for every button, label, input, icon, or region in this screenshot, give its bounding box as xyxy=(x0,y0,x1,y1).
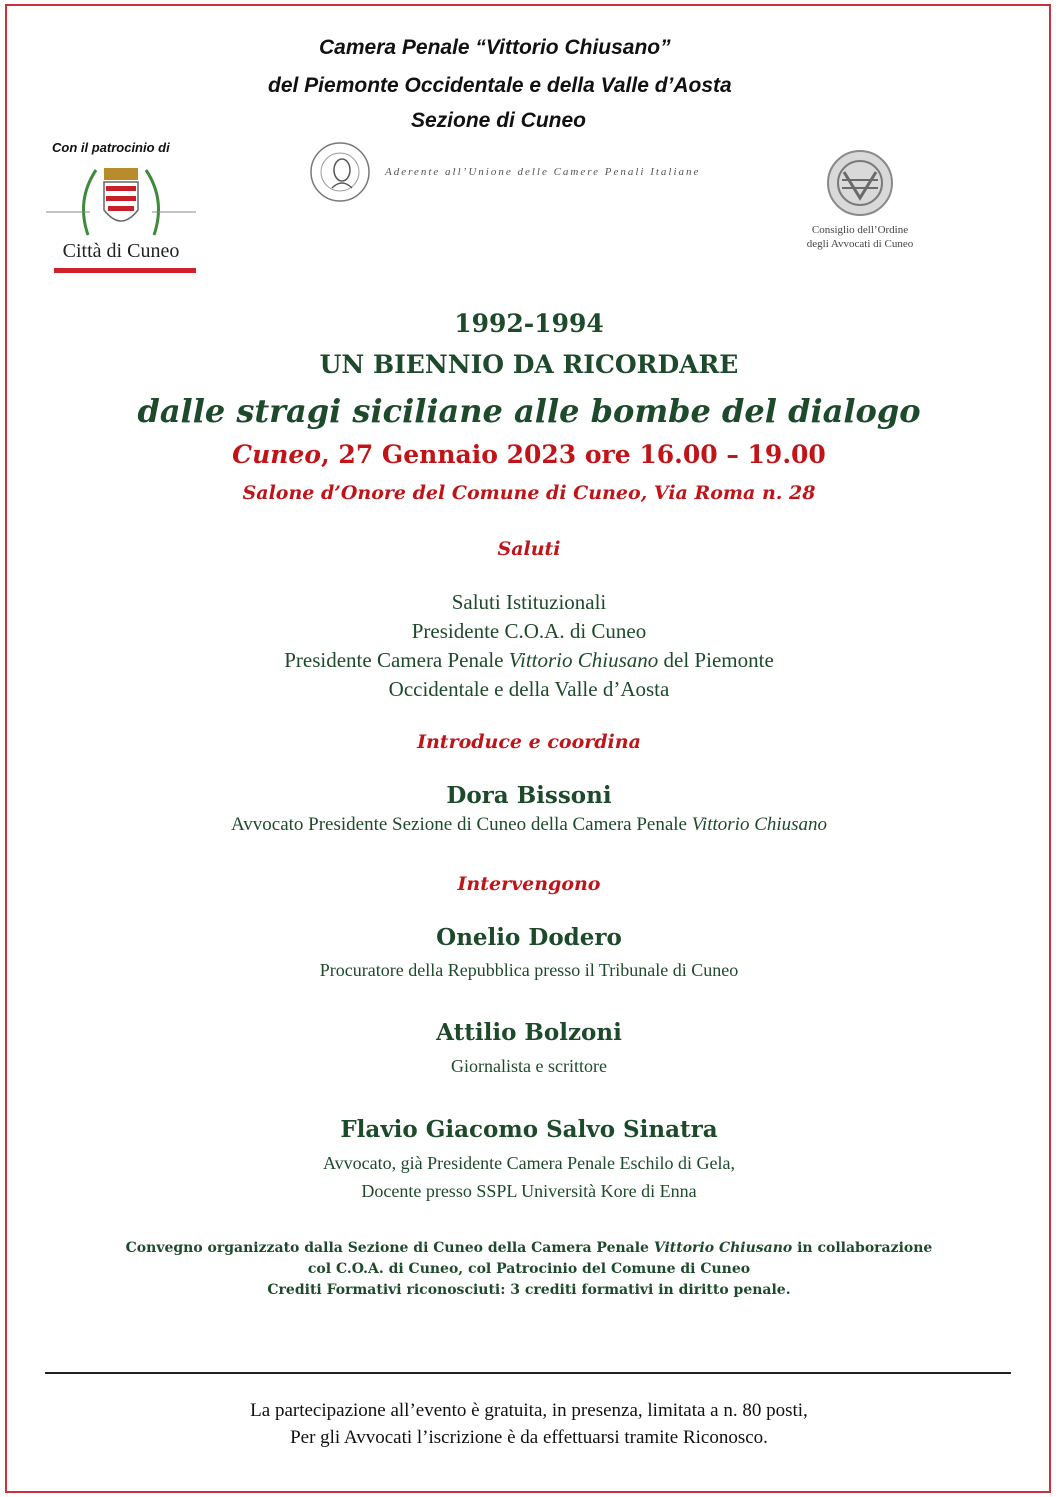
event-date-time xyxy=(0,440,1058,469)
saluti-line-3 xyxy=(0,648,1058,673)
camera-penale-seal xyxy=(300,140,380,205)
speaker-2-role: Giornalista e scrittore xyxy=(451,1056,607,1076)
coa-line-2: degli Avvocati di Cuneo xyxy=(806,238,914,250)
saluti-line-4: Occidentale e della Valle d’Aosta xyxy=(388,677,670,701)
saluti-line-2: Presidente C.O.A. di Cuneo xyxy=(411,619,647,643)
cuneo-logo-label: Città di Cuneo xyxy=(62,240,180,262)
patrocinio-label: Con il patrocinio di xyxy=(52,140,170,155)
speaker-3-name: Flavio Giacomo Salvo Sinatra xyxy=(340,1116,718,1143)
event-title: UN BIENNIO DA RICORDARE xyxy=(319,350,739,379)
speaker-3-role-2: Docente presso SSPL Università Kore di Enna xyxy=(361,1181,697,1201)
saluti-line-3-ital: Vittorio Chiusano xyxy=(508,648,659,672)
header-line-2: del Piemonte Occidentale e della Valle d’Aosta xyxy=(268,74,732,97)
footer-line-1 xyxy=(0,1240,1058,1256)
introduce-role-pre: Avvocato Presidente Sezione di Cuneo della Camera Penale xyxy=(230,814,692,835)
seal-icon xyxy=(300,140,380,205)
saluti-line-3-pre: Presidente Camera Penale xyxy=(284,648,509,672)
saluti-line-3-post: del Piemonte xyxy=(658,648,774,672)
coa-emblem-icon xyxy=(820,148,900,218)
introduce-name: Dora Bissoni xyxy=(446,782,612,809)
saluti-heading: Saluti xyxy=(497,538,561,560)
note-line-1: La partecipazione all’evento è gratuita, in presenza, limitata a n. 80 posti, xyxy=(250,1400,808,1421)
introduce-role-ital: Vittorio Chiusano xyxy=(691,814,828,835)
event-city: Cuneo xyxy=(232,440,322,469)
header-line-3: Sezione di Cuneo xyxy=(411,109,587,132)
introduce-heading: Introduce e coordina xyxy=(417,731,641,753)
coa-emblem xyxy=(820,148,900,218)
speaker-2-name: Attilio Bolzoni xyxy=(436,1019,622,1046)
event-location: Salone d’Onore del Comune di Cuneo, Via Roma n. 28 xyxy=(242,482,816,504)
speaker-1-name: Onelio Dodero xyxy=(436,924,622,951)
coa-line-1: Consiglio dell’Ordine xyxy=(811,224,909,236)
event-date: , 27 Gennaio 2023 ore 16.00 – 19.00 xyxy=(321,440,826,469)
divider xyxy=(45,1372,1011,1374)
intervengono-heading: Intervengono xyxy=(457,873,601,895)
footer-line-3: Crediti Formativi riconosciuti: 3 crediti formativi in diritto penale. xyxy=(267,1282,791,1298)
footer-line-1-ital: Vittorio Chiusano xyxy=(653,1240,793,1256)
event-years: 1992-1994 xyxy=(454,309,604,338)
footer-line-1-post: in collaborazione xyxy=(792,1240,933,1256)
introduce-role xyxy=(0,814,1058,836)
speaker-1-role: Procuratore della Repubblica presso il Tribunale di Cuneo xyxy=(319,960,739,980)
footer-line-2: col C.O.A. di Cuneo, col Patrocinio del Comune di Cuneo xyxy=(307,1261,751,1277)
citta-di-cuneo-logo xyxy=(46,160,196,275)
cuneo-logo-bar xyxy=(54,268,196,273)
footer-line-1-pre: Convegno organizzato dalla Sezione di Cuneo della Camera Penale xyxy=(125,1240,654,1256)
cuneo-crest-icon xyxy=(46,160,196,240)
note-line-2: Per gli Avvocati l’iscrizione è da effettuarsi tramite Riconosco. xyxy=(290,1427,768,1448)
saluti-line-1: Saluti Istituzionali xyxy=(451,590,607,614)
ucpi-text: Aderente all’Unione delle Camere Penali Italiane xyxy=(385,166,701,178)
event-subtitle: dalle stragi siciliane alle bombe del dialogo xyxy=(137,392,921,430)
coa-text xyxy=(770,223,950,251)
speaker-3-role-1: Avvocato, già Presidente Camera Penale Eschilo di Gela, xyxy=(322,1153,736,1173)
header-line-1: Camera Penale “Vittorio Chiusano” xyxy=(319,36,671,59)
